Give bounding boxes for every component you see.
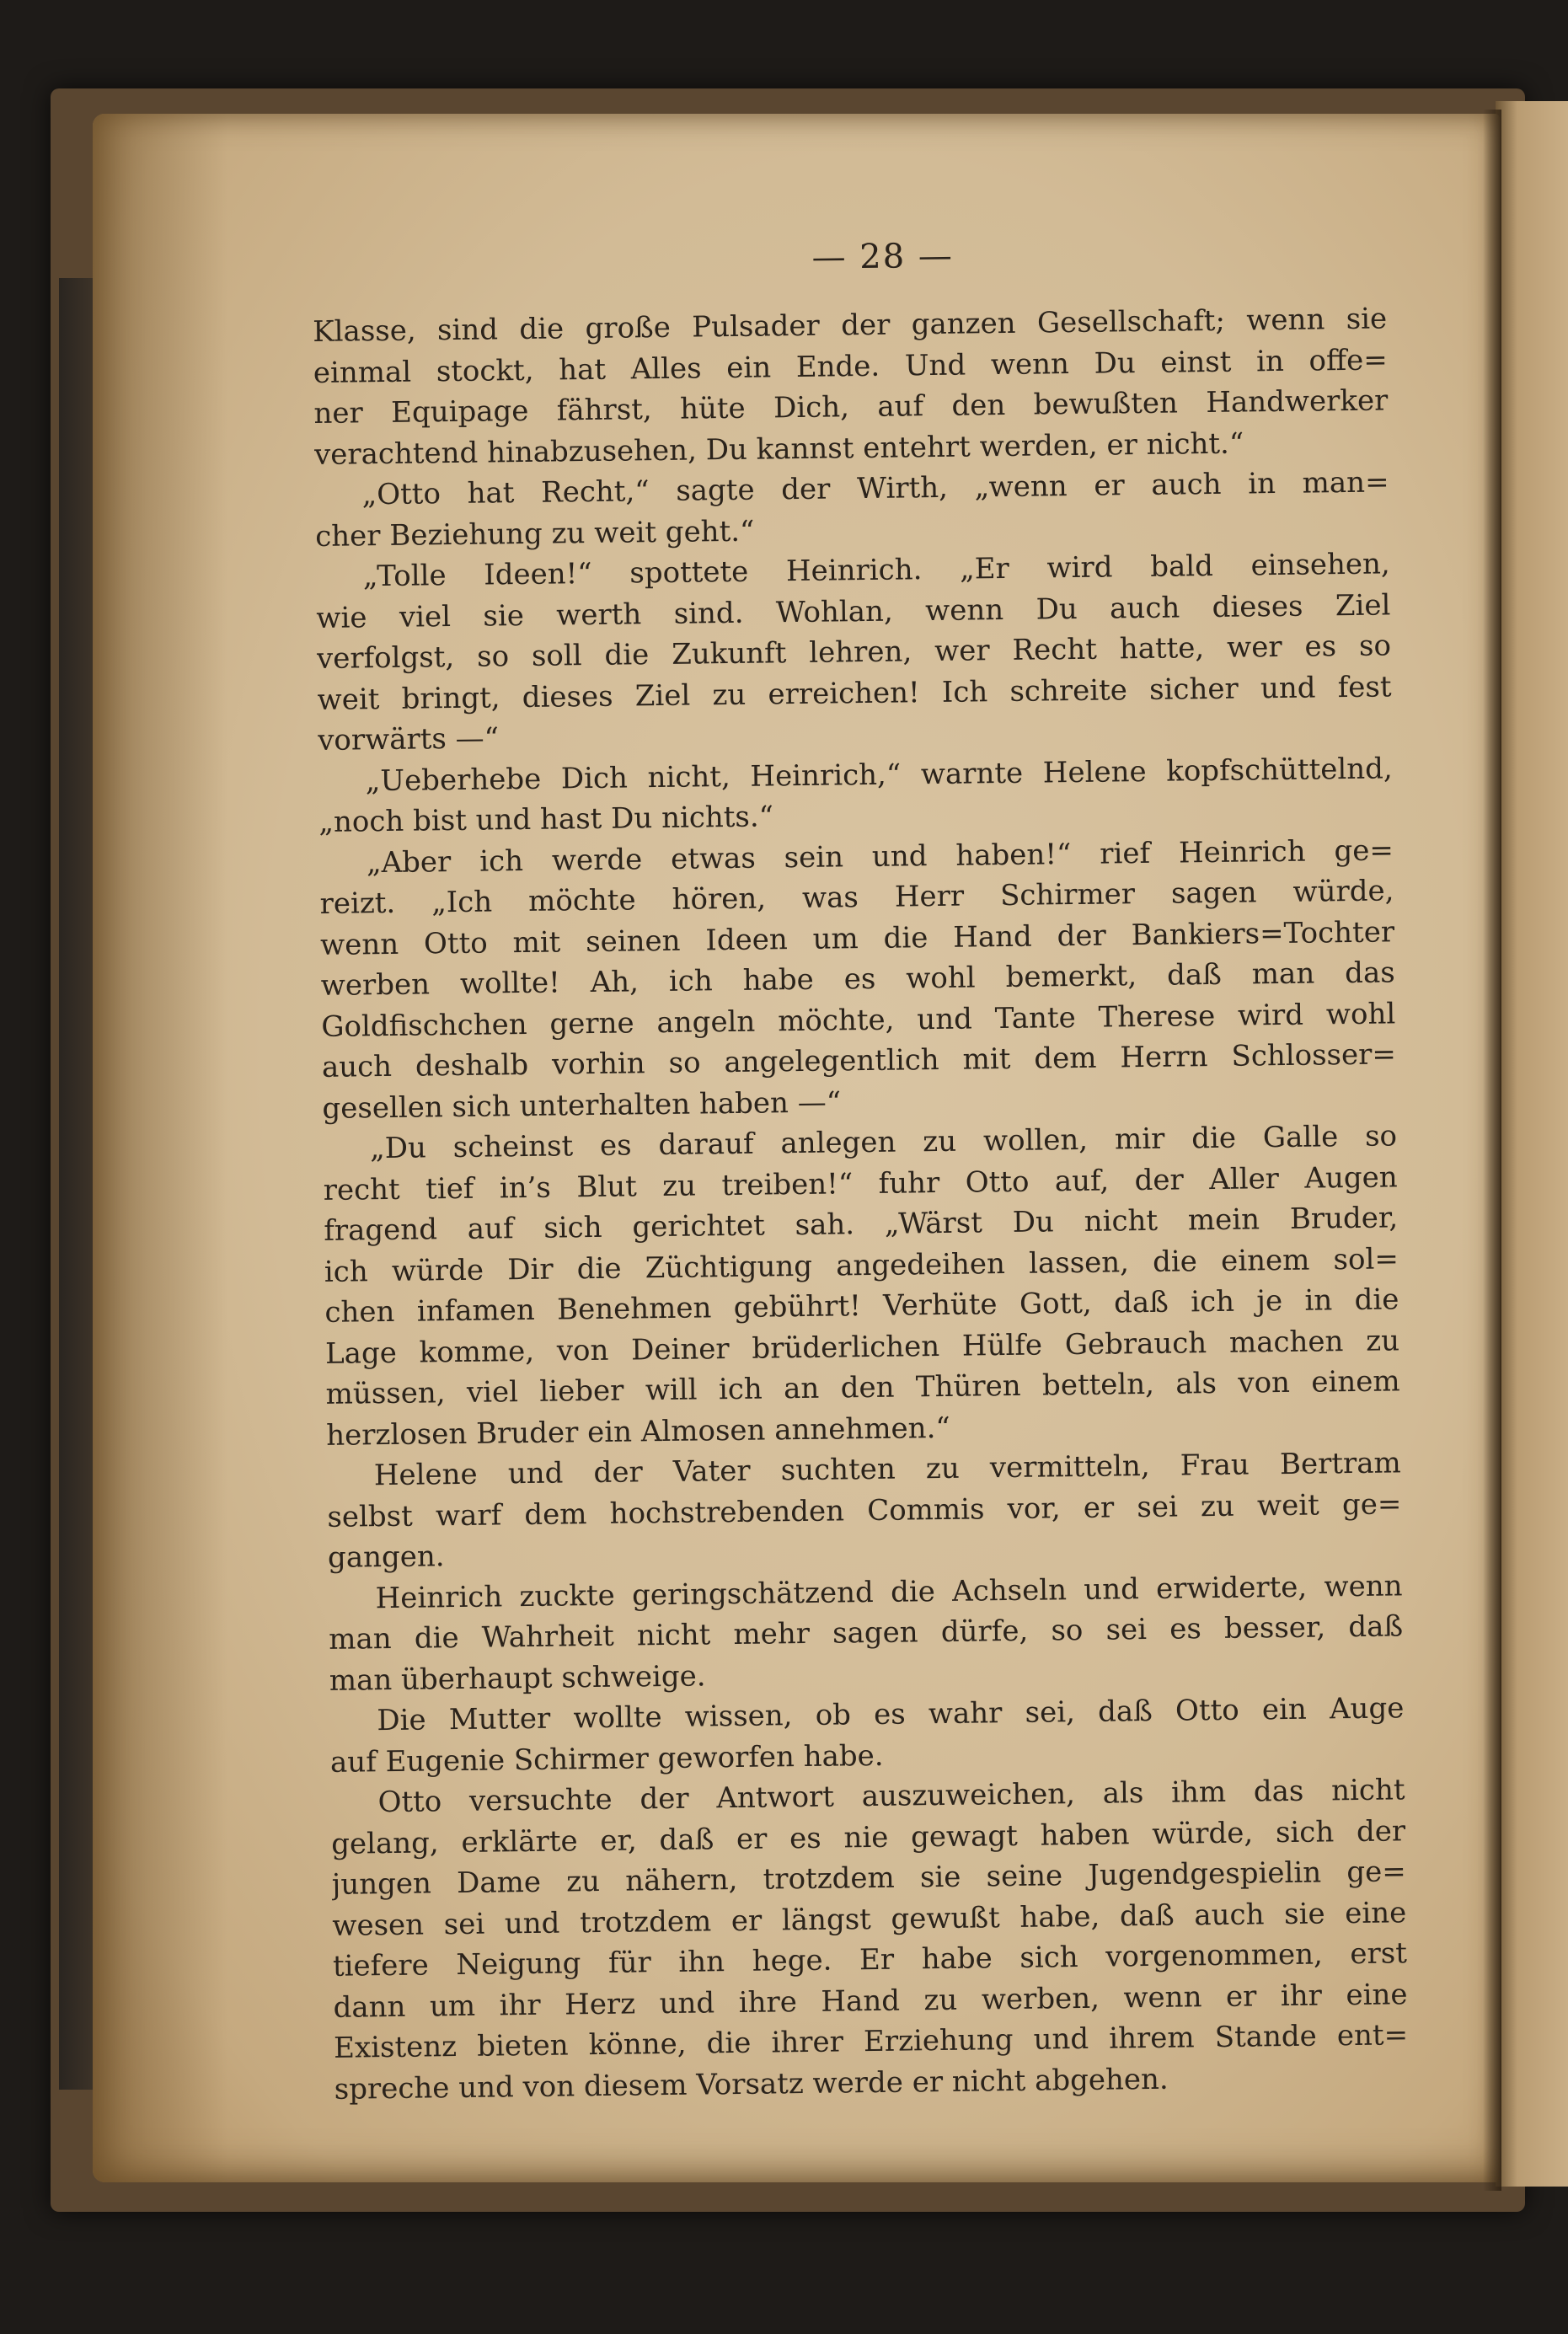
text-line: vorwärts —“ <box>317 721 500 757</box>
page-gutter <box>1483 110 1501 2191</box>
text-line: verachtend hinabzusehen, Du kannst entehrt werden, er nicht.“ <box>313 426 1244 472</box>
text-line: Existenz bieten könne, die ihrer Erziehung und ihrem Stande ent= <box>333 2018 1409 2065</box>
text-line: „Aber ich werde etwas sein und haben!“ rief Heinrich ge= <box>366 832 1394 880</box>
page-stain <box>93 114 227 2182</box>
text-line: jungen Dame zu nähern, trotzdem sie seine Jugendgespielin ge= <box>331 1855 1406 1902</box>
text-line: Lage komme, von Deiner brüderlichen Hülfe Gebrauch machen zu <box>324 1323 1400 1371</box>
text-line: cher Beziehung zu weit geht.“ <box>314 514 755 554</box>
text-line: auch deshalb vorhin so angelegentlich mit dem Herrn Schlosser= <box>321 1037 1397 1084</box>
text-line: „noch bist und hast Du nichts.“ <box>318 800 774 839</box>
text-line: auf Eugenie Schirmer geworfen habe. <box>329 1738 884 1780</box>
text-line: Heinrich zuckte geringschätzend die Achseln und erwiderte, wenn <box>375 1568 1403 1615</box>
text-line: weit bringt, dieses Ziel zu erreichen! Ich schreite sicher und fest <box>317 669 1392 717</box>
text-line: man überhaupt schweige. <box>329 1658 706 1698</box>
text-line: einmal stockt, hat Alles ein Ende. Und wenn Du einst in offe= <box>313 342 1389 390</box>
page-text <box>312 231 1409 2106</box>
text-line: fragend auf sich gerichtet sah. „Wärst Du nicht mein Bruder, <box>324 1201 1399 1248</box>
text-line: „Tolle Ideen!“ spottete Heinrich. „Er wird bald einsehen, <box>362 547 1390 594</box>
text-line: „Du scheinst es darauf anlegen zu wollen, mir die Galle so <box>369 1119 1398 1166</box>
text-line: Klasse, sind die große Pulsader der ganzen Gesellschaft; wenn sie <box>313 302 1388 349</box>
text-line: reizt. „Ich möchte hören, was Herr Schirmer sagen würde, <box>319 874 1394 921</box>
text-line: recht tief in’s Blut zu treiben!“ fuhr Otto auf, der Aller Augen <box>323 1159 1398 1207</box>
text-line: spreche und von diesem Vorsatz werde er nicht abgehen. <box>334 2062 1169 2106</box>
text-line: selbst warf dem hochstrebenden Commis vor, er sei zu weit ge= <box>327 1486 1402 1534</box>
text-line: wie viel sie werth sind. Wohlan, wenn Du auch dieses Ziel <box>316 587 1391 635</box>
page-number: — 28 — <box>811 236 955 277</box>
text-line: dann um ihr Herz und ihre Hand zu werben, wenn er ihr eine <box>333 1977 1408 2025</box>
text-lines <box>313 298 1409 2109</box>
text-line: gesellen sich unterhalten haben —“ <box>322 1084 842 1126</box>
text-line: gelang, erklärte er, daß er es nie gewagt haben würde, sich der <box>330 1813 1406 1861</box>
text-line: Die Mutter wollte wissen, ob es wahr sei, daß Otto ein Auge <box>377 1691 1405 1738</box>
text-line: Helene und der Vater suchten zu vermitteln, Frau Bertram <box>373 1446 1402 1493</box>
text-line: wenn Otto mit seinen Ideen um die Hand der Bankiers=Tochter <box>319 914 1395 962</box>
text-line: tiefere Neigung für ihn hege. Er habe sich vorgenommen, erst <box>332 1936 1408 1983</box>
text-line: werben wollte! Ah, ich habe es wohl bemerkt, daß man das <box>320 956 1395 1003</box>
text-line: ner Equipage fährst, hüte Dich, auf den bewußten Handwerker <box>313 383 1389 431</box>
text-line: herzlosen Bruder ein Almosen annehmen.“ <box>326 1411 950 1453</box>
text-line: ich würde Dir die Züchtigung angedeihen lassen, die einem sol= <box>324 1241 1399 1289</box>
next-page-edge <box>1496 101 1568 2187</box>
text-line: gangen. <box>327 1539 445 1575</box>
text-line: Goldfischchen gerne angeln möchte, und Tante Therese wird wohl <box>321 996 1396 1044</box>
text-line: „Otto hat Recht,“ sagte der Wirth, „wenn er auch in man= <box>361 465 1389 512</box>
text-line: verfolgst, so soll die Zukunft lehren, wer Recht hatte, wer es so <box>316 629 1392 676</box>
text-line: wesen sei und trotzdem er längst gewußt habe, daß auch sie eine <box>332 1895 1407 1943</box>
text-line: Otto versuchte der Antwort auszuweichen, als ihm das nicht <box>377 1773 1405 1820</box>
text-line: chen infamen Benehmen gebührt! Verhüte Gott, daß ich je in die <box>324 1282 1399 1330</box>
text-line: „Ueberhebe Dich nicht, Heinrich,“ warnte Helene kopfschüttelnd, <box>365 751 1393 798</box>
text-line: man die Wahrheit nicht mehr sagen dürfe, so sei es besser, daß <box>328 1609 1404 1657</box>
text-line: müssen, viel lieber will ich an den Thüren betteln, als von einem <box>325 1364 1400 1411</box>
